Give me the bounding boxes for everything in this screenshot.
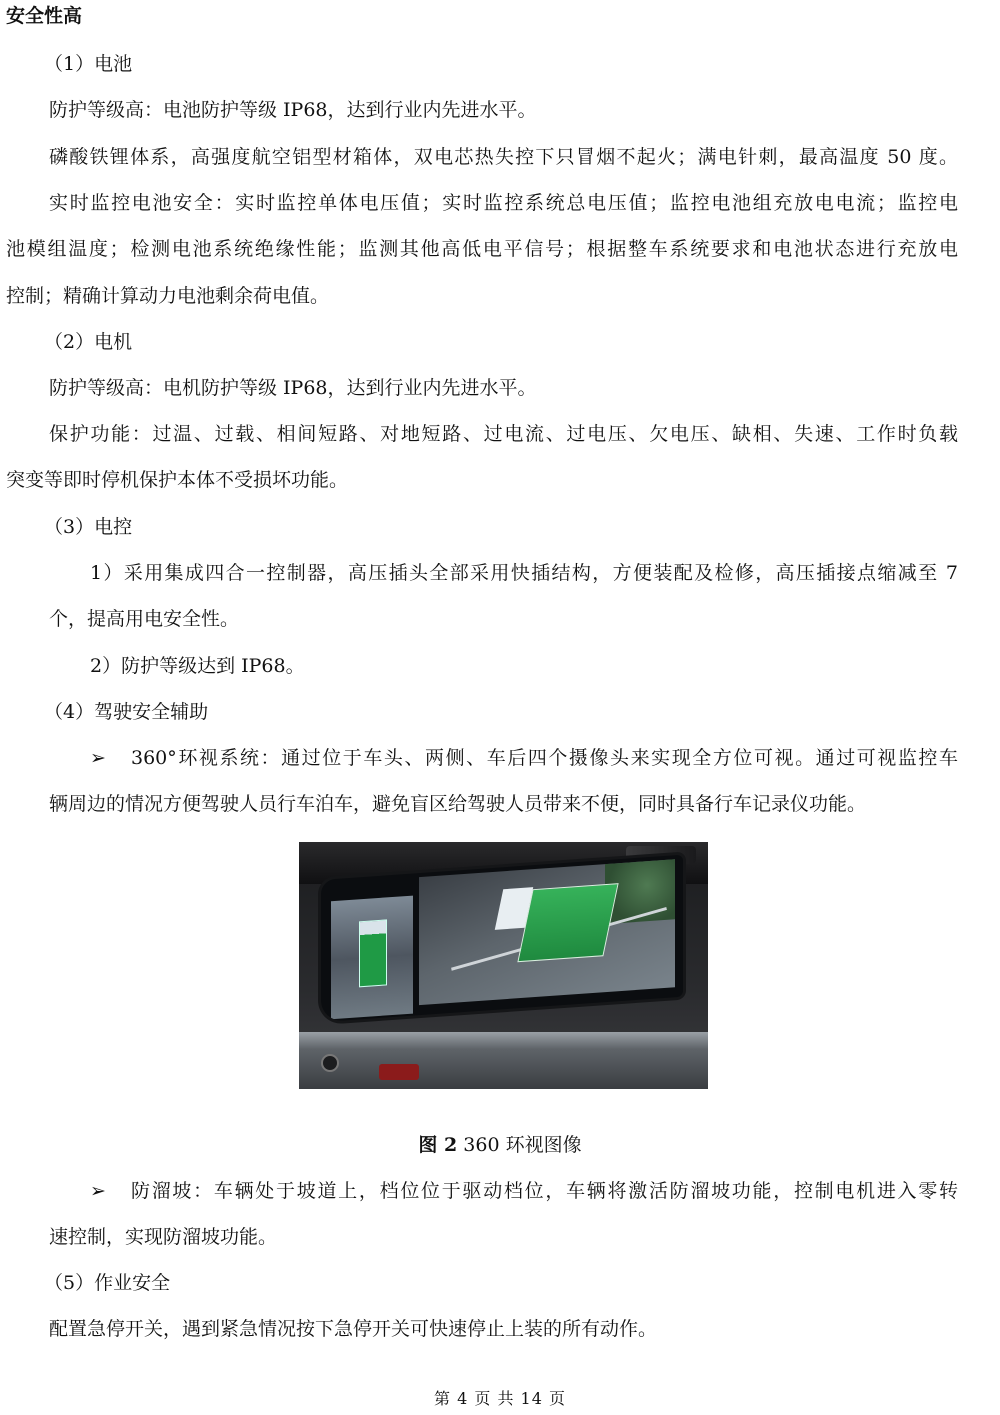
bullet-icon: ➢	[90, 747, 106, 769]
figure-caption-label: 图 2	[418, 1134, 458, 1156]
control-paragraph-2: 2）防护等级达到 IP68。	[90, 655, 305, 677]
anti-rollback-line-2: 速控制，实现防溜坡功能。	[49, 1226, 278, 1248]
driving-title: （4）驾驶安全辅助	[44, 701, 209, 723]
console-knob	[321, 1054, 339, 1072]
motor-paragraph-2-line-2: 突变等即时停机保护本体不受损坏功能。	[6, 469, 349, 491]
console-button	[379, 1064, 419, 1080]
display-screen	[321, 855, 683, 1022]
surround-view-image	[299, 842, 708, 1089]
figure-caption-text: 360 环视图像	[457, 1134, 582, 1156]
anti-rollback-line-1: 防溜坡：车辆处于坡道上，档位位于驱动档位，车辆将激活防溜坡功能，控制电机进入零转	[131, 1180, 958, 1202]
battery-paragraph-3-line-1: 实时监控电池安全：实时监控单体电压值；实时监控系统总电压值；监控电池组充放电电流；监控电	[49, 192, 958, 214]
battery-paragraph-3-line-3: 控制；精确计算动力电池剩余荷电值。	[6, 285, 330, 307]
right-camera-pane	[419, 859, 675, 1005]
battery-paragraph-3-line-2: 池模组温度；检测电池系统绝缘性能；监测其他高低电平信号；根据整车系统要求和电池状态进行充放电	[6, 238, 958, 260]
truck-top-view	[359, 919, 387, 987]
dashboard-console	[299, 1032, 708, 1089]
motor-paragraph-1: 防护等级高：电机防护等级 IP68，达到行业内先进水平。	[49, 377, 537, 399]
motor-title: （2）电机	[44, 331, 133, 353]
figure-caption	[0, 1134, 1000, 1156]
surround-view-line-2: 辆周边的情况方便驾驶人员行车泊车，避免盲区给驾驶人员带来不便，同时具备行车记录仪功能。	[49, 793, 867, 815]
surround-view-line-1: 360°环视系统：通过位于车头、两侧、车后四个摄像头来实现全方位可视。通过可视监控车	[131, 747, 958, 769]
truck-body	[517, 883, 618, 962]
operation-paragraph-1: 配置急停开关，遇到紧急情况按下急停开关可快速停止上装的所有动作。	[49, 1318, 658, 1340]
control-paragraph-1-line-1: 1）采用集成四合一控制器，高压插头全部采用快插结构，方便装配及检修，高压插接点缩减至 7	[90, 562, 958, 584]
battery-paragraph-1: 防护等级高：电池防护等级 IP68，达到行业内先进水平。	[49, 99, 537, 121]
left-camera-pane	[331, 896, 413, 1020]
control-paragraph-1-line-2: 个，提高用电安全性。	[49, 608, 240, 630]
page-footer: 第 4 页 共 14 页	[434, 1389, 566, 1408]
bullet-icon: ➢	[90, 1180, 106, 1202]
operation-title: （5）作业安全	[44, 1272, 171, 1294]
battery-title: （1）电池	[44, 53, 133, 75]
battery-paragraph-2: 磷酸铁锂体系，高强度航空铝型材箱体，双电芯热失控下只冒烟不起火；满电针刺，最高温度 50 度。	[49, 146, 958, 168]
section-heading: 安全性高	[6, 5, 83, 27]
motor-paragraph-2-line-1: 保护功能：过温、过载、相间短路、对地短路、过电流、过电压、欠电压、缺相、失速、工作时负载	[49, 423, 958, 445]
control-title: （3）电控	[44, 516, 133, 538]
